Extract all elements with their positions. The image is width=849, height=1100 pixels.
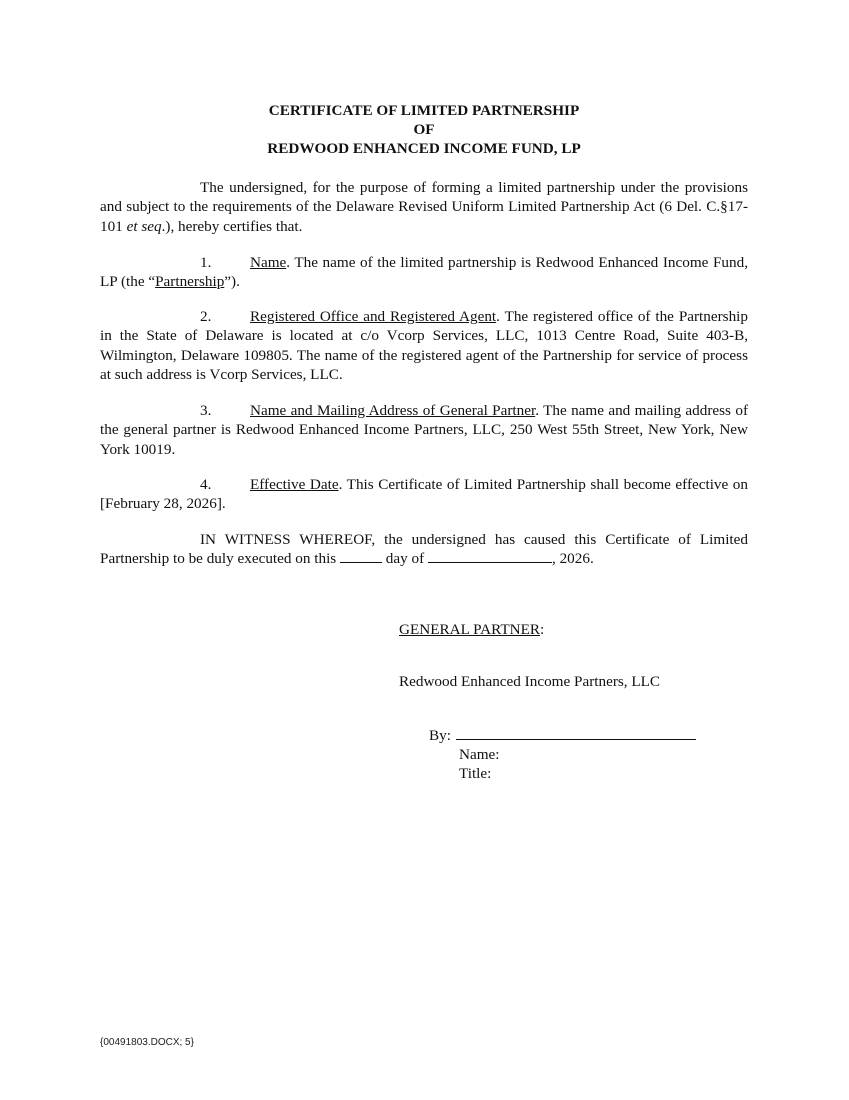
section-number: 2. (200, 308, 212, 325)
section-heading: Name and Mailing Address of General Partner (250, 402, 536, 419)
section-number: 4. (200, 476, 212, 493)
title-label: Title: (459, 765, 492, 782)
section-heading: Name (250, 254, 287, 271)
signature-entity-name: Redwood Enhanced Income Partners, LLC (399, 673, 661, 690)
section-4-paragraph: 4. Effective Date. This Certificate of Limited Partnership shall become effective on [February 28, 2026]. (100, 476, 748, 513)
month-blank (428, 549, 552, 563)
section-heading: Effective Date (250, 476, 339, 493)
signature-heading: GENERAL PARTNER: (399, 621, 545, 638)
signature-line-row (429, 726, 696, 745)
day-blank (340, 549, 382, 563)
section-number: 1. (200, 254, 212, 271)
section-2-paragraph: 2. Registered Office and Registered Agent. The registered office of the Partnership in the State of Delaware is located at c/o Vcorp Services, LLC, 1013 Centre Road, Suite 403-B, Wilmington, Delaware 109805. The name of the registered agent of the Partnership for service of process at such address is Vcorp Services, LLC. (100, 308, 748, 383)
signature-line (456, 726, 696, 740)
witness-paragraph: IN WITNESS WHEREOF, the undersigned has caused this Certificate of Limited Partnership to be duly executed on this day of , 2026. (100, 531, 748, 568)
section-number: 3. (200, 402, 212, 419)
name-label: Name: (459, 746, 500, 763)
by-label: By: (429, 727, 451, 744)
section-3-paragraph: 3. Name and Mailing Address of General Partner. The name and mailing address of the general partner is Redwood Enhanced Income Partners, LLC, 250 West 55th Street, New York, New York 10019. (100, 402, 748, 458)
italic-et-seq: et seq (126, 217, 162, 235)
intro-paragraph: The undersigned, for the purpose of forming a limited partnership under the provisions and subject to the requirements of the Delaware Revised Uniform Limited Partnership Act (6 Del. C.§17-101 et seq.), hereby certifies that. (100, 179, 748, 235)
section-1-paragraph: 1. Name. The name of the limited partnership is Redwood Enhanced Income Fund, LP (the “Partnership”). (100, 254, 748, 291)
section-heading: Registered Office and Registered Agent (250, 308, 497, 325)
document-footer-id: {00491803.DOCX; 5} (100, 1037, 194, 1048)
document-title: CERTIFICATE OF LIMITED PARTNERSHIP (268, 102, 580, 119)
document-title-entity: REDWOOD ENHANCED INCOME FUND, LP (267, 140, 581, 157)
defined-term: Partnership (155, 273, 225, 291)
document-title-of: OF (413, 121, 435, 138)
